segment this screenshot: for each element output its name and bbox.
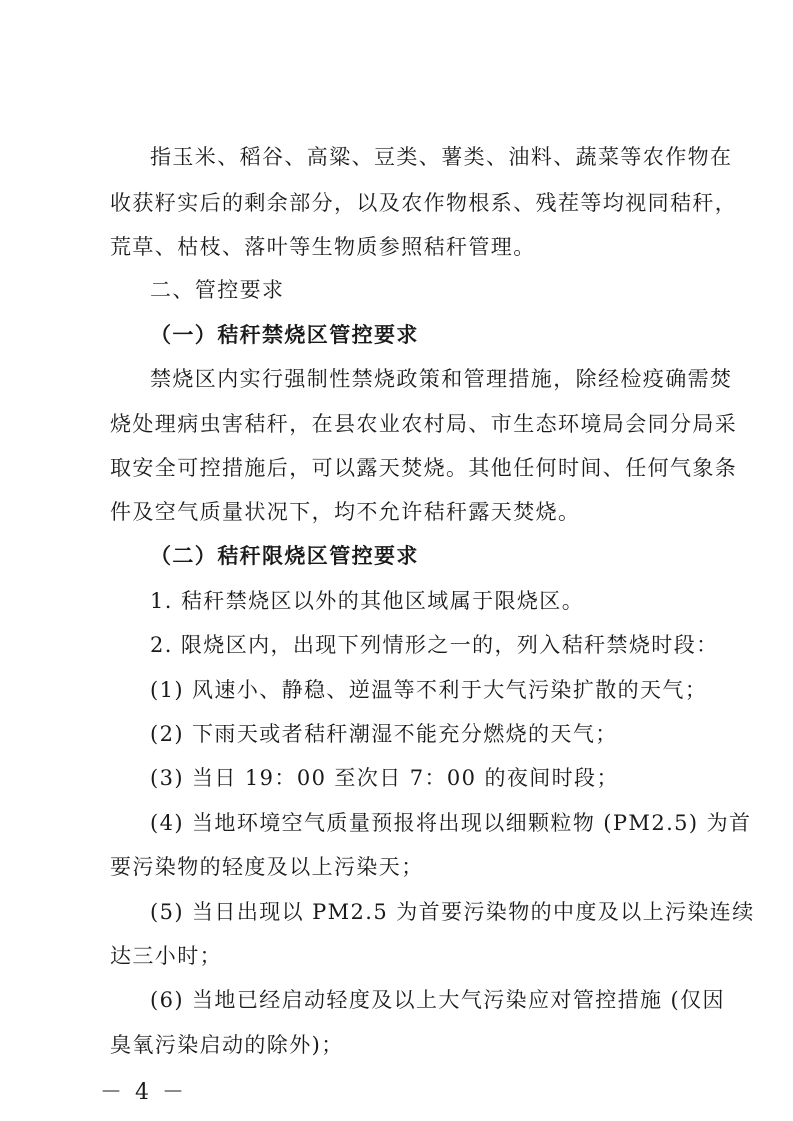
body-text-line: 要污染物的轻度及以上污染天；: [110, 855, 424, 879]
subsection-heading: （二）秸秆限烧区管控要求: [150, 543, 419, 568]
body-text-line: 荒草、枯枝、落叶等生物质参照秸秆管理。: [110, 235, 536, 259]
list-item: 1. 秸秆禁烧区以外的其他区域属于限烧区。: [150, 589, 585, 613]
list-item: (3) 当日 19：00 至次日 7：00 的夜间时段；: [150, 766, 619, 790]
subsection-heading: （一）秸秆禁烧区管控要求: [150, 322, 419, 347]
body-text-line: 取安全可控措施后，可以露天焚烧。其他任何时间、任何气象条: [110, 456, 738, 480]
list-item: (2) 下雨天或者秸秆潮湿不能充分燃烧的天气；: [150, 722, 618, 746]
body-text-line: 烧处理病虫害秸秆，在县农业农村局、市生态环境局会同分局采: [110, 412, 738, 436]
list-item: (4) 当地环境空气质量预报将出现以细颗粒物 (PM2.5) 为首: [150, 811, 752, 835]
body-text-line: 收获籽实后的剩余部分，以及农作物根系、残茬等均视同秸秆，: [110, 191, 738, 215]
list-item: 2. 限烧区内，出现下列情形之一的，列入秸秆禁烧时段：: [150, 633, 719, 657]
body-text-line: 禁烧区内实行强制性禁烧政策和管理措施，除经检疫确需焚: [150, 367, 733, 391]
body-text-line: 臭氧污染启动的除外)；: [110, 1033, 344, 1057]
page-number: － 4 －: [100, 1080, 187, 1105]
list-item: (1) 风速小、静稳、逆温等不利于大气污染扩散的天气；: [150, 678, 708, 702]
body-text-line: 件及空气质量状况下，均不允许秸秆露天焚烧。: [110, 500, 581, 524]
body-text-line: 达三小时；: [110, 944, 222, 968]
body-text-line: 指玉米、稻谷、高粱、豆类、薯类、油料、蔬菜等农作物在: [150, 145, 733, 169]
list-item: (5) 当日出现以 PM2.5 为首要污染物的中度及以上污染连续: [150, 900, 755, 924]
list-item: (6) 当地已经启动轻度及以上大气污染应对管控措施 (仅因: [150, 988, 725, 1012]
section-heading: 二、管控要求: [150, 278, 285, 302]
